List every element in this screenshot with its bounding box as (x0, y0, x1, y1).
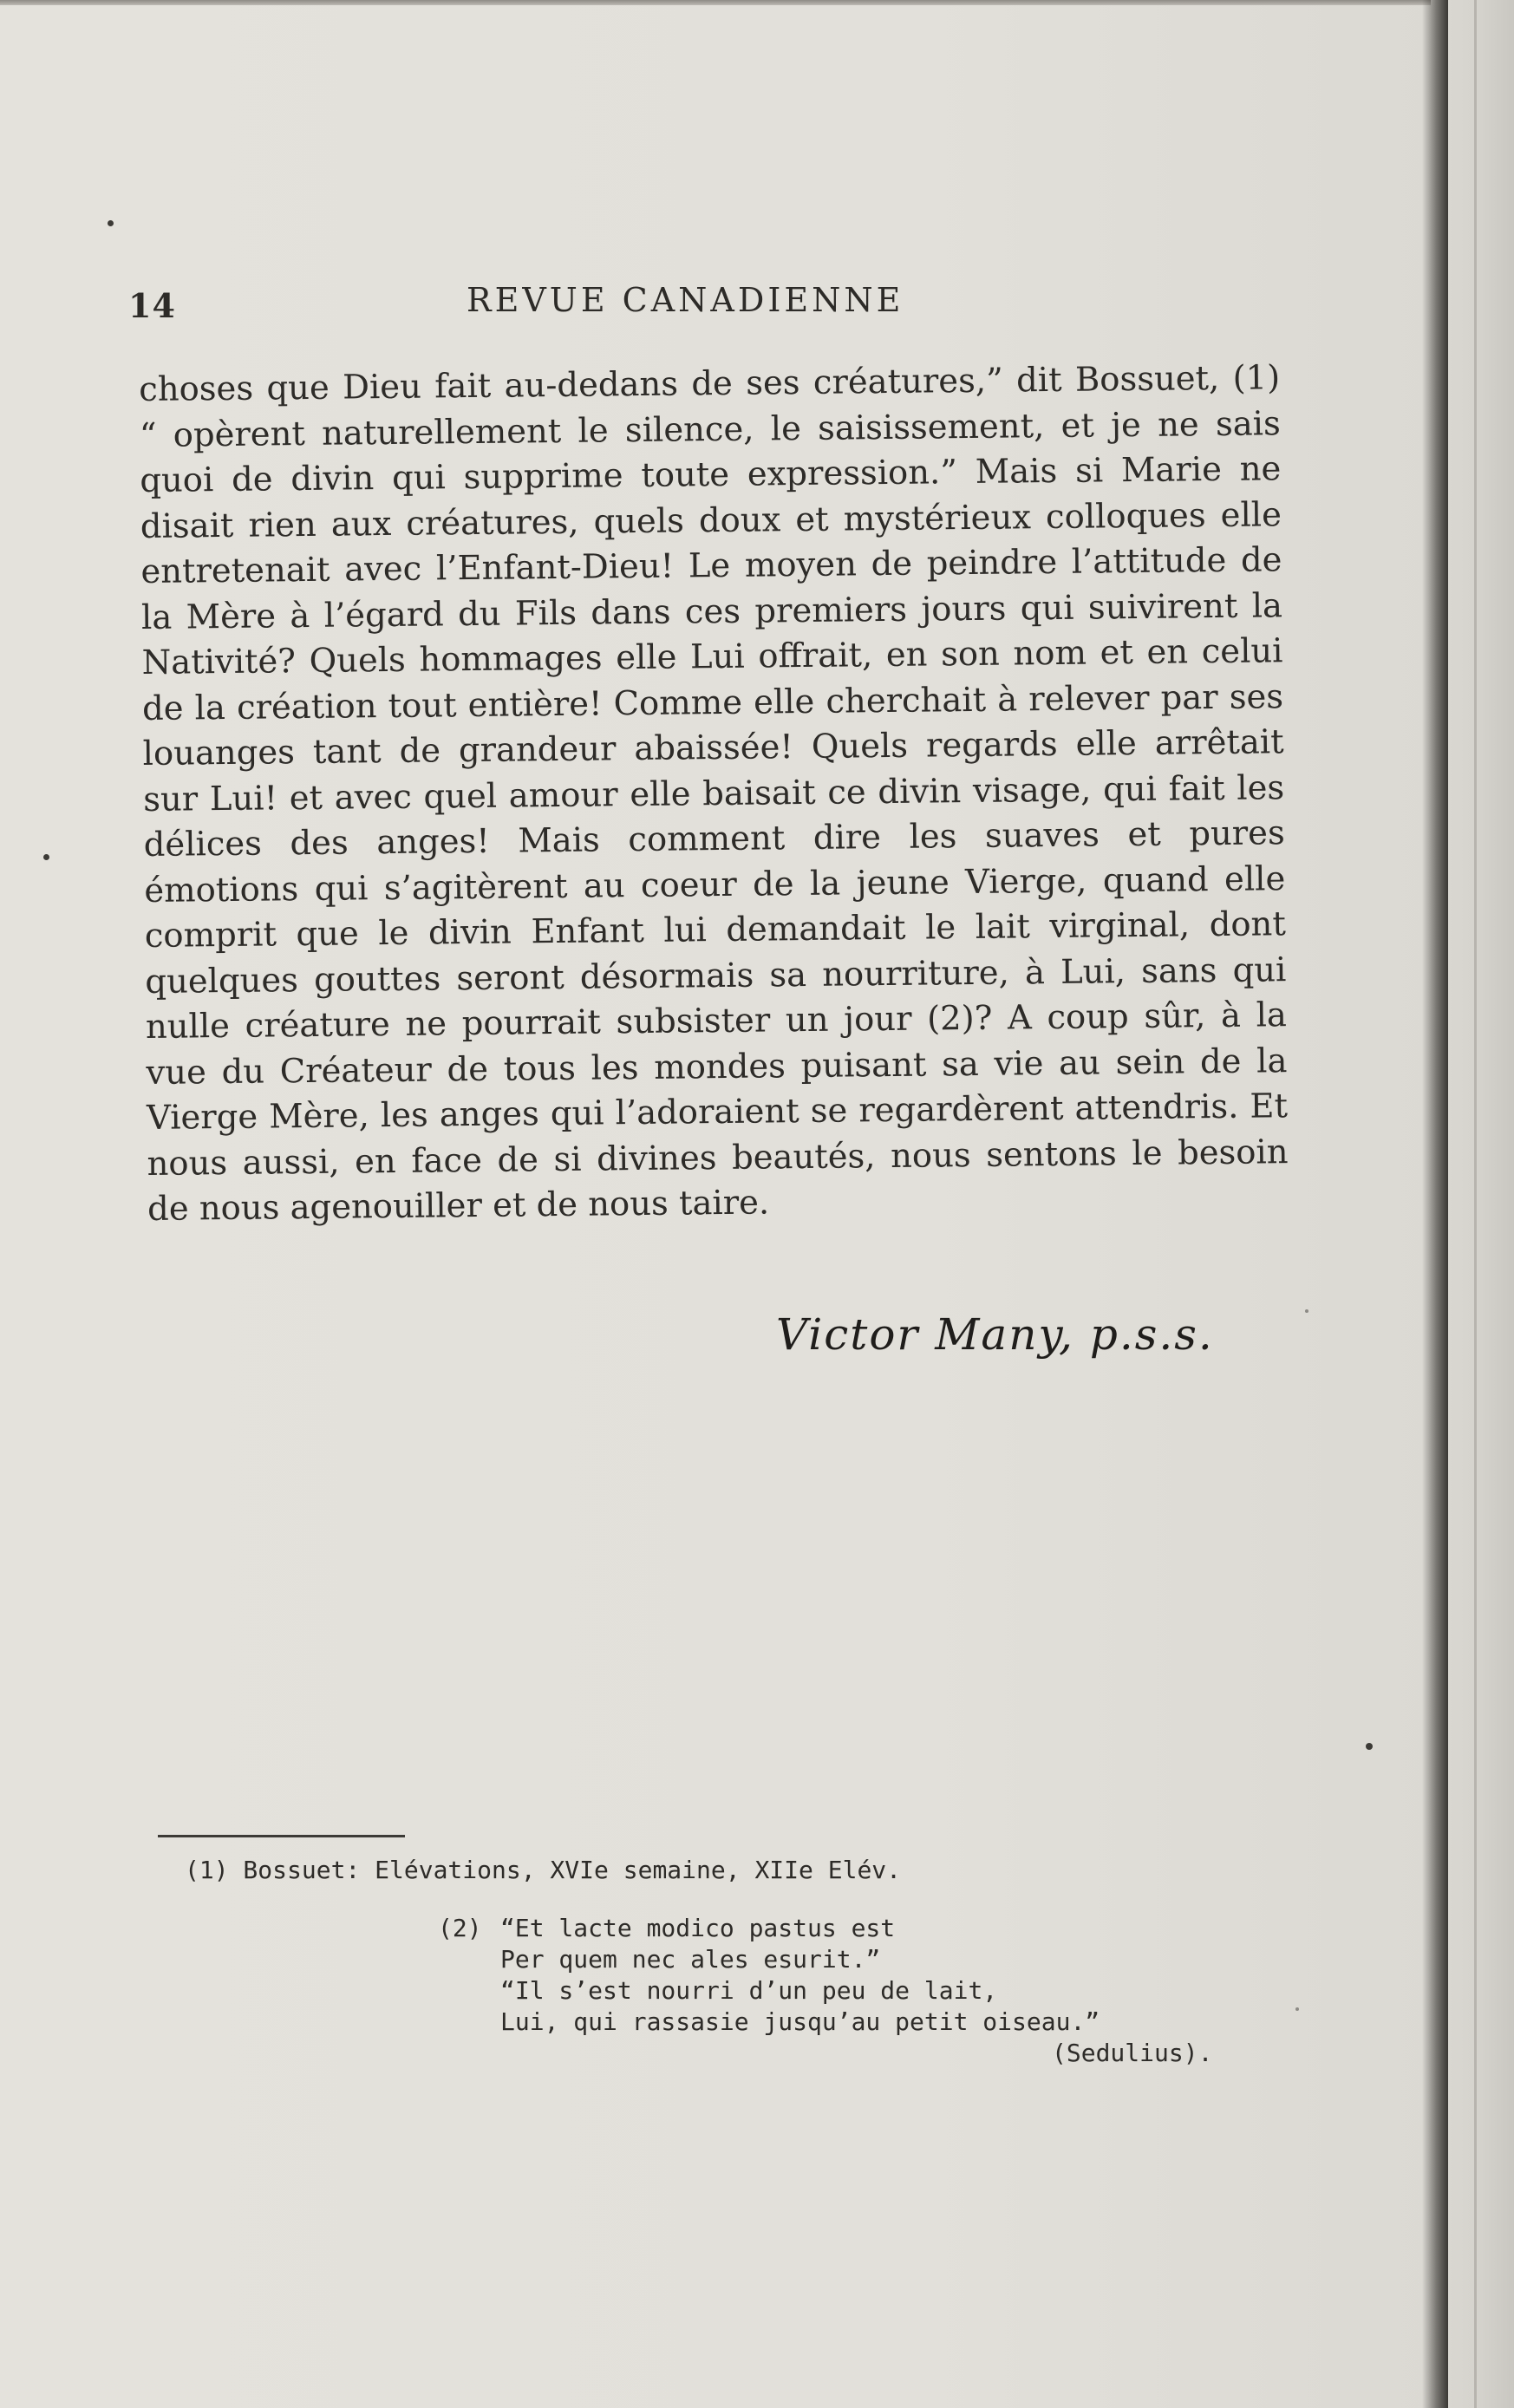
footnote-2-source: (Sedulius). (1052, 2039, 1213, 2067)
page-edge-line (1474, 0, 1477, 2408)
footnote-2-row-3 (438, 1975, 1212, 2007)
paper-speck (1366, 1743, 1373, 1750)
page-number: 14 (128, 286, 176, 325)
footnote-2-line: Per quem nec ales esurit.” (500, 1945, 881, 1974)
footnote-2-number: (2) (438, 1914, 482, 1942)
footnote-2-row-4 (438, 2007, 1212, 2038)
paper-speck (1295, 2007, 1299, 2011)
footnote-2-line: “Il s’est nourri d’un peu de lait, (500, 1976, 998, 2005)
paper-speck (108, 220, 114, 226)
journal-title: REVUE CANADIENNE (467, 281, 904, 319)
footnote-divider (158, 1835, 405, 1837)
binding-shadow (1422, 0, 1448, 2408)
body-paragraph: choses que Dieu fait au-dedans de ses créatures,” dit Bossuet, (1) “ opèrent naturellement le silence, le saisissement, et je ne sais quoi de divin qui supprime toute expression.” Mais si Marie ne disait rien aux créatures, quels doux et mystérieux colloques elle entretenait avec l’Enfant-Dieu! Le moyen de peindre l’attitude de la Mère à l’égard du Fils dans ces premiers jours qui suivirent la Nativité? Quels hommages elle Lui offrait, en son nom et en celui de la création tout entière! Comme elle cherchait à relever par ses louanges tant de grandeur abaissée! Quels regards elle arrêtait sur Lui! et avec quel amour elle baisait ce divin visage, qui fait les délices des anges! Mais comment dire les suaves et pures émotions qui s’agitèrent au coeur de la jeune Vierge, quand elle comprit que le divin Enfant lui demandait le lait virginal, dont quelques gouttes seront désormais sa nourriture, à Lui, sans qui nulle créature ne pourrait subsister un jour (2)? A coup sûr, à la vue du Créateur de tous les mondes puisant sa vie au sein de la Vierge Mère, les anges qui l’adoraient se regardèrent attendris. Et nous aussi, en face de si divines beautés, nous sentons le besoin de nous agenouiller et de nous taire. (139, 358, 1289, 1229)
footnote-2-line: “Et lacte modico pastus est (500, 1914, 896, 1942)
footnote-2-line: Lui, qui rassasie jusqu’au petit oiseau.” (500, 2007, 1100, 2036)
footnote-2-row-2 (438, 1944, 1212, 1975)
running-head (128, 276, 995, 328)
footnote-2-row-1 (438, 1913, 1212, 1944)
top-edge-rule (0, 0, 1431, 5)
footnote-1: (1) Bossuet: Elévations, XVIe semaine, XIIe Elév. (185, 1856, 902, 1884)
author-signature: Victor Many, p.s.s. (776, 1309, 1214, 1360)
paper-speck (43, 854, 49, 860)
page-edge (1448, 0, 1514, 2408)
footnote-2 (438, 1913, 1212, 2069)
paper-speck (1305, 1309, 1308, 1313)
